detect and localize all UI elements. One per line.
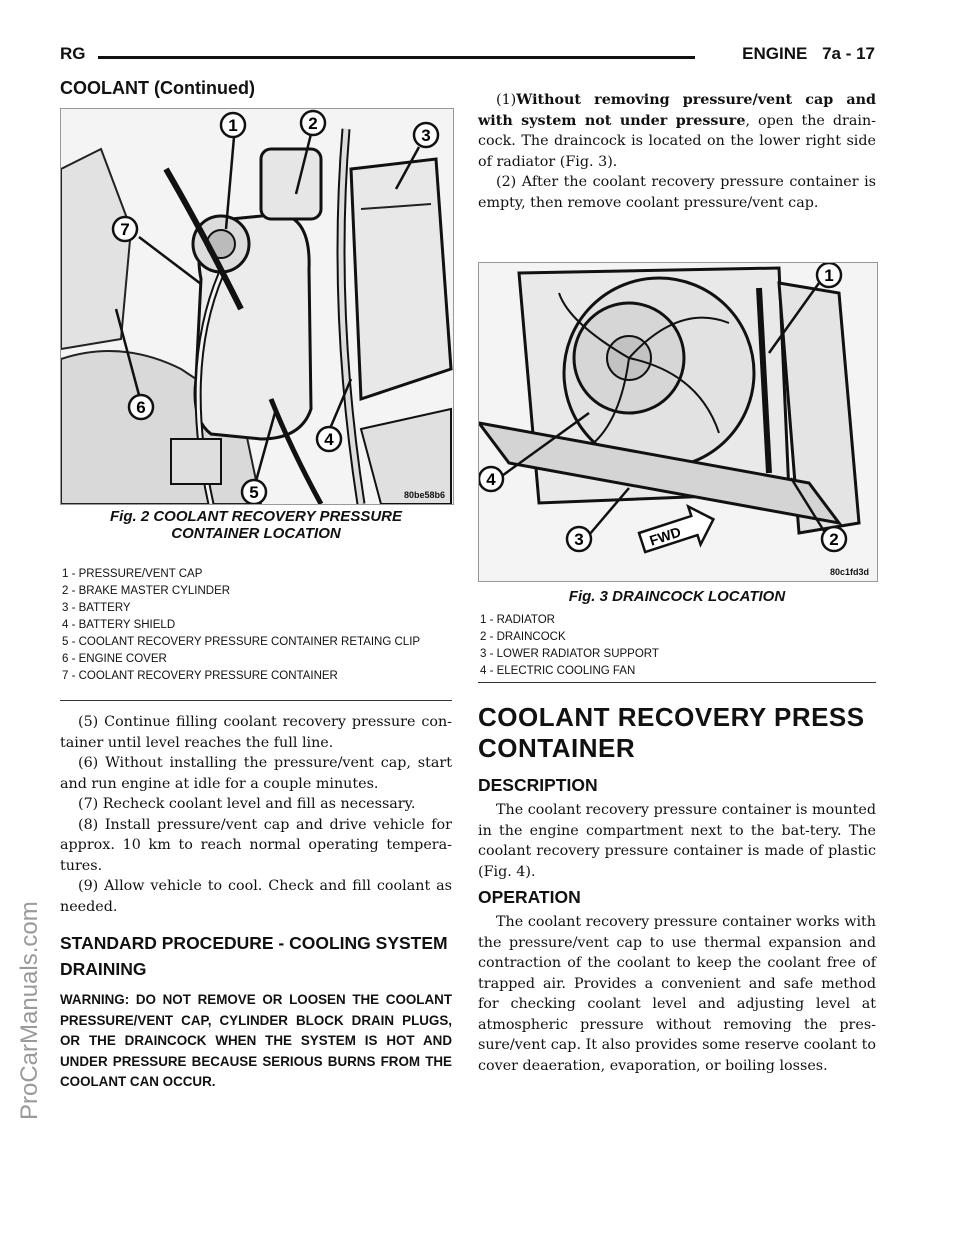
fig2-legend-item: 2 - BRAKE MASTER CYLINDER [62, 585, 231, 597]
warning-text: WARNING: DO NOT REMOVE OR LOOSEN THE COOLANT PRESSURE/VENT CAP, CYLINDER BLOCK DRAIN PLUGS, OR THE DRAINCOCK WHEN THE SYSTEM IS HOT AND UNDER PRESSURE BECAUSE SERIOUS BURNS FROM THE COOLANT CAN OCCUR. [60, 992, 452, 1089]
heading-description: DESCRIPTION [478, 775, 598, 795]
fig3-legend-item: 1 - RADIATOR [480, 614, 555, 626]
fig2-title-line2: CONTAINER LOCATION [171, 525, 341, 542]
fig2-title [60, 508, 452, 542]
fig3-title: Fig. 3 DRAINCOCK LOCATION [568, 588, 786, 605]
watermark: ProCarManuals.com [16, 901, 43, 1120]
fig3-legend [480, 612, 876, 680]
description-text: The coolant recovery pressure container is mounted in the engine compartment next to the bat-tery. The coolant recovery pressure container is made of plastic (Fig. 4). [478, 802, 876, 880]
step-1-rest: , open the drain-cock. The draincock is located on the lower right side of radiator (Fig. 3). [478, 112, 876, 170]
header-rule [98, 56, 695, 59]
operation-text: The coolant recovery pressure container works with the pressure/vent cap to use thermal expansion and contraction of the coolant to keep the coolant free of trapped air. Provides a convenient and safe method for checking coolant level and adjusting level at atmospheric pressure without removing the pres-sure/vent cap. It also provides some reserve coolant to cover deaeration, evaporation, or boiling losses. [478, 914, 876, 1074]
operation-block [478, 912, 876, 1076]
fig2-callout-4: 4 [324, 430, 334, 449]
fig3-legend-rule [478, 682, 876, 683]
step-8: (8) Install pressure/vent cap and drive vehicle for approx. 10 km to reach normal operating tempera-tures. [60, 816, 452, 874]
right-steps [478, 90, 876, 213]
fig2-callout-2: 2 [308, 114, 318, 133]
fig2-callout-7: 7 [120, 220, 130, 239]
header-section: ENGINE [742, 44, 808, 63]
fig2-illustration [60, 108, 454, 505]
step-5: (5) Continue filling coolant recovery pressure con-tainer until level reaches the full line. [60, 714, 452, 751]
fig3-callout-1: 1 [824, 266, 834, 285]
continued-heading: COOLANT (Continued) [60, 78, 255, 98]
fig3-drawing [479, 263, 877, 581]
step-2: (2) After the coolant recovery pressure container is empty, then remove coolant pressure/vent cap. [478, 174, 876, 211]
header-page-number: 7a - 17 [822, 44, 875, 63]
fig3-callout-2: 2 [829, 530, 839, 549]
fig2-legend-item: 6 - ENGINE COVER [62, 653, 167, 665]
step-1-bold: Without removing pressure/vent cap and with system not under pressure [478, 92, 876, 129]
fig2-legend-rule [60, 700, 452, 701]
step-1 [478, 90, 876, 172]
fig2-drawing [61, 109, 453, 504]
fig2-legend [62, 566, 452, 685]
step-1-number: (1) [496, 92, 517, 108]
fig2-legend-item: 5 - COOLANT RECOVERY PRESSURE CONTAINER RETAING CLIP [62, 636, 421, 648]
fig3-legend-item: 3 - LOWER RADIATOR SUPPORT [480, 648, 659, 660]
fig2-code: 80be58b6 [403, 490, 445, 500]
heading-operation: OPERATION [478, 887, 581, 907]
fig3-legend-item: 2 - DRAINCOCK [480, 631, 566, 643]
step-6: (6) Without installing the pressure/vent cap, start and run engine at idle for a couple minutes. [60, 755, 452, 792]
fig3-legend-item: 4 - ELECTRIC COOLING FAN [480, 665, 636, 677]
fig3-fwd-label: FWD [647, 523, 683, 549]
step-7: (7) Recheck coolant level and fill as necessary. [78, 796, 416, 812]
header-right [732, 44, 875, 64]
fig2-callout-5: 5 [249, 483, 259, 502]
fig3-illustration [478, 262, 878, 582]
fig2-legend-item: 3 - BATTERY [62, 602, 131, 614]
heading-standard-procedure: STANDARD PROCEDURE - COOLING SYSTEM DRAINING [60, 933, 448, 979]
fig2-legend-item: 1 - PRESSURE/VENT CAP [62, 568, 203, 580]
fig2-callout-3: 3 [421, 126, 431, 145]
page-header [60, 22, 875, 72]
fig3-callout-3: 3 [574, 530, 584, 549]
description-block [478, 800, 876, 882]
fig2-callout-1: 1 [228, 116, 238, 135]
fig2-title-line1: Fig. 2 COOLANT RECOVERY PRESSURE [110, 508, 402, 525]
fig3-callout-4: 4 [486, 470, 496, 489]
fig3-code: 80c1fd3d [829, 567, 869, 577]
step-9: (9) Allow vehicle to cool. Check and fill coolant as needed. [60, 878, 452, 915]
heading-coolant-recovery: COOLANT RECOVERY PRESS CONTAINER [478, 702, 865, 763]
fig2-legend-item: 4 - BATTERY SHIELD [62, 619, 176, 631]
fig2-legend-item: 7 - COOLANT RECOVERY PRESSURE CONTAINER [62, 670, 338, 682]
header-manual-code: RG [60, 44, 86, 63]
left-steps [60, 712, 452, 917]
fig2-callout-6: 6 [136, 398, 146, 417]
